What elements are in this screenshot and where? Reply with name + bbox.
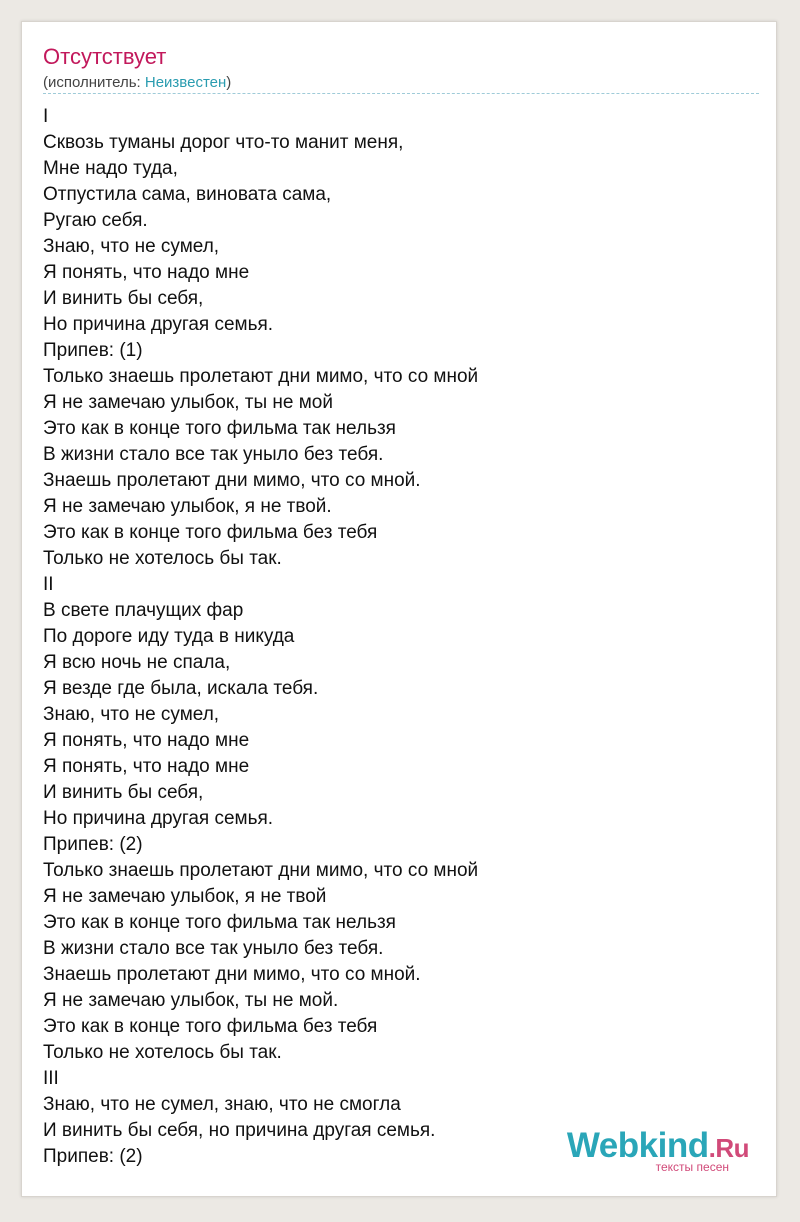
- lyrics-list: [43, 104, 478, 1170]
- watermark-tagline: тексты песен: [655, 1160, 729, 1174]
- lyric-line: По дороге иду туда в никуда: [43, 626, 295, 647]
- lyric-line: Но причина другая семья.: [43, 808, 274, 829]
- lyric-line: Я не замечаю улыбок, ты не мой.: [43, 990, 339, 1011]
- lyric-line: Я понять, что надо мне: [43, 262, 250, 283]
- artist-link[interactable]: Неизвестен: [144, 74, 227, 91]
- lyric-line: Это как в конце того фильма без тебя: [43, 522, 378, 543]
- lyric-line: Мне надо туда,: [43, 158, 178, 179]
- lyric-line: В жизни стало все так уныло без тебя.: [43, 444, 384, 465]
- artist-suffix: ): [226, 74, 232, 91]
- lyric-line: Припев: (1): [43, 340, 143, 361]
- artist-line: [43, 73, 231, 93]
- lyric-line: Знаю, что не сумел, знаю, что не смогла: [43, 1094, 401, 1115]
- lyric-line: Я не замечаю улыбок, я не твой: [43, 886, 327, 907]
- lyric-line: Знаю, что не сумел,: [43, 704, 220, 725]
- lyric-line: I: [43, 106, 49, 127]
- watermark-tld: .Ru: [708, 1133, 749, 1163]
- watermark-name: Webkind: [566, 1126, 709, 1165]
- lyric-line: И винить бы себя,: [43, 288, 204, 309]
- lyric-line: Припев: (2): [43, 834, 143, 855]
- song-title: Отсутствует: [43, 44, 167, 69]
- lyric-line: Знаю, что не сумел,: [43, 236, 220, 257]
- lyric-line: Отпустила сама, виновата сама,: [43, 184, 332, 205]
- lyric-line: Я не замечаю улыбок, я не твой.: [43, 496, 332, 517]
- lyric-line: Это как в конце того фильма так нельзя: [43, 418, 396, 439]
- lyric-line: Я не замечаю улыбок, ты не мой: [43, 392, 333, 413]
- lyrics-card: [21, 21, 777, 1197]
- lyric-line: Только знаешь пролетают дни мимо, что со мной: [43, 366, 479, 387]
- lyric-line: Это как в конце того фильма так нельзя: [43, 912, 396, 933]
- lyric-line: Я всю ночь не спала,: [43, 652, 231, 673]
- lyric-line: Ругаю себя.: [43, 210, 148, 231]
- header-divider: [43, 93, 759, 94]
- artist-prefix: (исполнитель:: [43, 74, 145, 91]
- lyric-line: Я понять, что надо мне: [43, 756, 250, 777]
- lyric-line: II: [43, 574, 54, 595]
- lyric-line: Знаешь пролетают дни мимо, что со мной.: [43, 964, 421, 985]
- lyric-line: В свете плачущих фар: [43, 600, 244, 621]
- lyric-line: Это как в конце того фильма без тебя: [43, 1016, 378, 1037]
- lyric-line: Я везде где была, искала тебя.: [43, 678, 319, 699]
- lyric-line: И винить бы себя, но причина другая семья.: [43, 1120, 436, 1141]
- lyric-line: III: [43, 1068, 59, 1089]
- lyric-line: Я понять, что надо мне: [43, 730, 250, 751]
- lyric-line: Знаешь пролетают дни мимо, что со мной.: [43, 470, 421, 491]
- lyric-line: Но причина другая семья.: [43, 314, 274, 335]
- lyric-line: Только знаешь пролетают дни мимо, что со мной: [43, 860, 479, 881]
- lyric-line: И винить бы себя,: [43, 782, 204, 803]
- lyric-line: Припев: (2): [43, 1146, 143, 1167]
- lyric-line: Сквозь туманы дорог что-то манит меня,: [43, 132, 404, 153]
- lyric-line: Только не хотелось бы так.: [43, 548, 282, 569]
- lyric-line: В жизни стало все так уныло без тебя.: [43, 938, 384, 959]
- site-watermark: [567, 1128, 749, 1173]
- lyric-line: Только не хотелось бы так.: [43, 1042, 282, 1063]
